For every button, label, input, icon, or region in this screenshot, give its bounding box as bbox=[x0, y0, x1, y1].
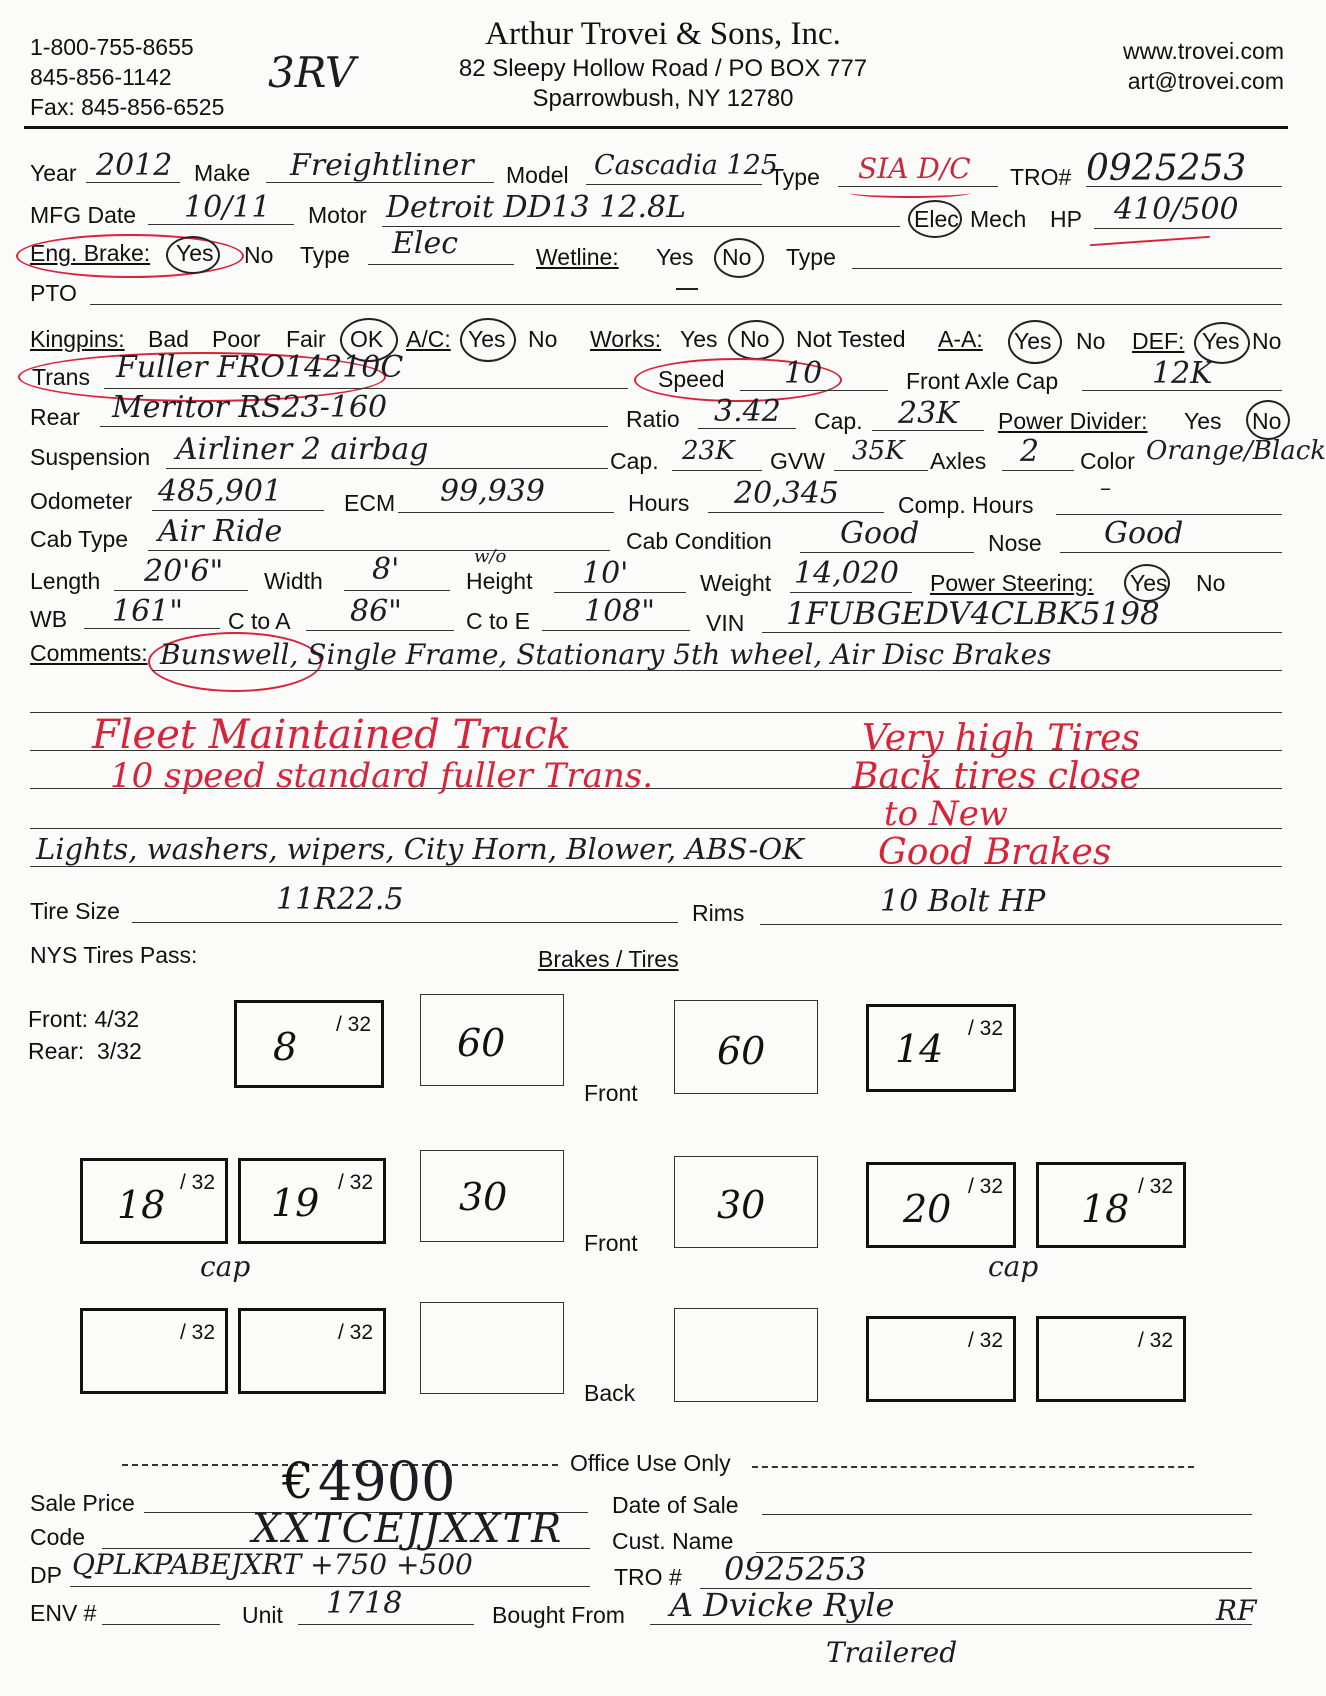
tire-denominator: / 32 bbox=[179, 1171, 215, 1194]
trans-value: Fuller FRO14210C bbox=[116, 350, 404, 385]
suspension-label: Suspension bbox=[30, 444, 151, 470]
rear-requirement: Rear: 3/32 bbox=[28, 1038, 142, 1064]
eng-brake-type-value: Elec bbox=[392, 226, 459, 261]
dp-label: DP bbox=[30, 1562, 62, 1588]
front-axle-label-2: Front bbox=[584, 1230, 638, 1256]
wetline-no-circle bbox=[714, 238, 764, 278]
cust-name-label: Cust. Name bbox=[612, 1528, 734, 1554]
gvw-label: GVW bbox=[770, 448, 825, 474]
height-line bbox=[554, 592, 686, 593]
eng-brake-type-line bbox=[368, 264, 514, 265]
brake-box-front-left bbox=[420, 994, 564, 1086]
tire-depth-value: 18 bbox=[117, 1183, 166, 1227]
height-note: w/o bbox=[474, 546, 507, 567]
mfg-date-label: MFG Date bbox=[30, 202, 137, 228]
tire-box-back-3 bbox=[866, 1316, 1016, 1402]
tire-depth-value: 18 bbox=[1081, 1187, 1130, 1231]
susp-cap-value: 23K bbox=[682, 436, 735, 466]
sale-price-symbol: € bbox=[282, 1452, 314, 1510]
aa-label: A-A: bbox=[938, 326, 983, 352]
power-steering-label: Power Steering: bbox=[930, 570, 1094, 596]
unit-value: 1718 bbox=[326, 1586, 403, 1621]
brake-value: 30 bbox=[459, 1175, 508, 1219]
company-name: Arthur Trovei & Sons, Inc. bbox=[485, 16, 841, 52]
sale-price-label: Sale Price bbox=[30, 1490, 135, 1516]
ratio-label: Ratio bbox=[626, 406, 680, 432]
bought-from-value: A Dvicke Ryle bbox=[670, 1586, 895, 1624]
cab-condition-line bbox=[800, 552, 974, 553]
comp-hours-value: – bbox=[1100, 476, 1111, 501]
color-value: Orange/Black bbox=[1146, 436, 1326, 466]
dp-value: QPLKPABEJXRT +750 +500 bbox=[72, 1548, 473, 1581]
aa-yes-circle bbox=[1008, 320, 1062, 364]
tire-denominator: / 32 bbox=[335, 1013, 371, 1036]
suspension-value: Airliner 2 airbag bbox=[176, 432, 429, 467]
eng-brake-type-label: Type bbox=[300, 242, 350, 268]
ac-label: A/C: bbox=[406, 326, 451, 352]
axles-line bbox=[1002, 470, 1074, 471]
vin-value: 1FUBGEDV4CLBK5198 bbox=[786, 596, 1160, 632]
brake-box-mid-left bbox=[420, 1150, 564, 1242]
motor-value: Detroit DD13 12.8L bbox=[386, 190, 686, 225]
phone-2: 845-856-1142 bbox=[30, 64, 172, 90]
tire-box-back-4 bbox=[1036, 1316, 1186, 1402]
power-divider-no-circle bbox=[1246, 400, 1290, 440]
gvw-line bbox=[834, 470, 928, 471]
company-city: Sparrowbush, NY 12780 bbox=[532, 85, 794, 112]
tire-box-mid-3 bbox=[866, 1162, 1016, 1248]
weight-value: 14,020 bbox=[794, 556, 899, 591]
motor-line bbox=[382, 226, 900, 227]
email: art@trovei.com bbox=[1127, 68, 1284, 94]
axles-label: Axles bbox=[930, 448, 987, 474]
comments-line-5 bbox=[30, 828, 1282, 829]
rear-value: Meritor RS23-160 bbox=[112, 390, 388, 425]
tire-denominator: / 32 bbox=[179, 1321, 215, 1344]
ecm-label: ECM bbox=[344, 490, 396, 516]
rims-label: Rims bbox=[692, 900, 745, 926]
works-no-circle bbox=[728, 320, 784, 360]
weight-label: Weight bbox=[700, 570, 772, 596]
note-red-6: Good Brakes bbox=[878, 832, 1112, 873]
rims-line bbox=[760, 924, 1282, 925]
year-value: 2012 bbox=[96, 148, 173, 183]
suspension-line bbox=[166, 468, 608, 469]
susp-cap-label: Cap. bbox=[610, 448, 659, 474]
brake-box-mid-right bbox=[674, 1156, 818, 1248]
note-red-3: Very high Tires bbox=[862, 718, 1140, 759]
ecm-value: 99,939 bbox=[440, 474, 545, 509]
kingpins-poor: Poor bbox=[212, 326, 261, 352]
works-no: No bbox=[740, 326, 770, 352]
speed-label: Speed bbox=[658, 366, 725, 392]
tire-denominator: / 32 bbox=[1137, 1329, 1173, 1352]
elec-circle bbox=[908, 200, 962, 238]
tire-size-line bbox=[132, 922, 678, 923]
motor-label: Motor bbox=[308, 202, 367, 228]
sale-price-value: 4900 bbox=[318, 1450, 456, 1513]
c-to-a-label: C to A bbox=[228, 608, 291, 634]
date-of-sale-line bbox=[762, 1514, 1252, 1515]
tire-depth-value: 19 bbox=[271, 1181, 320, 1225]
height-value: 10' bbox=[582, 556, 629, 591]
cap-note-right: cap bbox=[988, 1250, 1039, 1283]
c-to-e-label: C to E bbox=[466, 608, 530, 634]
tro-num-label: TRO # bbox=[614, 1564, 682, 1590]
cab-condition-value: Good bbox=[840, 516, 920, 551]
tro-value: 0925253 bbox=[1086, 148, 1247, 189]
trailered-note: Trailered bbox=[826, 1636, 958, 1669]
weight-line bbox=[790, 592, 912, 593]
rear-cap-value: 23K bbox=[898, 396, 959, 431]
kingpins-bad: Bad bbox=[148, 326, 189, 352]
hp-value: 410/500 bbox=[1114, 192, 1239, 227]
bought-from-line bbox=[650, 1624, 1252, 1625]
rims-value: 10 Bolt HP bbox=[880, 884, 1046, 919]
vin-label: VIN bbox=[706, 610, 745, 636]
c-to-a-line bbox=[306, 630, 454, 631]
power-divider-yes: Yes bbox=[1184, 408, 1222, 434]
def-yes: Yes bbox=[1202, 328, 1240, 354]
model-line bbox=[586, 184, 762, 185]
model-label: Model bbox=[506, 162, 569, 188]
ecm-line bbox=[398, 512, 614, 513]
cab-type-label: Cab Type bbox=[30, 526, 129, 552]
header-rule bbox=[24, 126, 1288, 129]
trans-label: Trans bbox=[32, 364, 90, 390]
comments-line-1 bbox=[152, 670, 1282, 671]
axles-value: 2 bbox=[1020, 434, 1040, 469]
tire-box-front-left bbox=[234, 1000, 384, 1088]
mech-label: Mech bbox=[970, 206, 1027, 232]
height-label: Height bbox=[466, 568, 533, 594]
kingpins-label: Kingpins: bbox=[30, 326, 125, 352]
cab-type-line bbox=[148, 550, 610, 551]
office-dash-right bbox=[752, 1466, 1194, 1468]
tire-denominator: / 32 bbox=[1137, 1175, 1173, 1198]
power-steering-yes: Yes bbox=[1130, 570, 1168, 596]
susp-cap-line bbox=[672, 470, 762, 471]
bought-from-label: Bought From bbox=[492, 1602, 625, 1628]
tire-denominator: / 32 bbox=[967, 1175, 1003, 1198]
tire-depth-value: 8 bbox=[273, 1025, 298, 1069]
rear-label: Rear bbox=[30, 404, 80, 430]
hours-line bbox=[708, 512, 884, 513]
aa-yes: Yes bbox=[1014, 328, 1052, 354]
gvw-value: 35K bbox=[852, 436, 905, 466]
header-web bbox=[1123, 36, 1284, 96]
tire-size-label: Tire Size bbox=[30, 898, 120, 924]
note-red-2: 10 speed standard fuller Trans. bbox=[110, 756, 654, 796]
hp-line bbox=[1094, 228, 1282, 229]
hours-value: 20,345 bbox=[734, 476, 839, 511]
env-line bbox=[102, 1624, 220, 1625]
def-no: No bbox=[1252, 328, 1282, 354]
note-red-4: Back tires close bbox=[852, 756, 1141, 797]
note-black: Lights, washers, wipers, City Horn, Blower, ABS-OK bbox=[36, 832, 804, 866]
works-yes: Yes bbox=[680, 326, 718, 352]
length-line bbox=[114, 590, 248, 591]
ratio-value: 3.42 bbox=[714, 394, 781, 429]
tire-box-back-2 bbox=[238, 1308, 386, 1394]
comments-value: Bunswell, Single Frame, Stationary 5th wheel, Air Disc Brakes bbox=[160, 638, 1052, 671]
office-use-label: Office Use Only bbox=[570, 1450, 731, 1476]
tire-depth-value: 20 bbox=[903, 1187, 952, 1231]
nose-value: Good bbox=[1104, 516, 1184, 551]
type-value: SIA D/C bbox=[858, 152, 971, 185]
works-not-tested: Not Tested bbox=[796, 326, 906, 352]
cap-note-left: cap bbox=[200, 1250, 251, 1283]
tro-num-value: 0925253 bbox=[724, 1550, 867, 1588]
rear-line bbox=[100, 426, 608, 427]
tire-depth-value: 14 bbox=[895, 1027, 944, 1071]
hp-red-tick bbox=[1090, 236, 1210, 246]
type-red-mark bbox=[850, 188, 970, 198]
tire-denominator: / 32 bbox=[967, 1017, 1003, 1040]
eng-brake-yes: Yes bbox=[176, 240, 214, 266]
odometer-value: 485,901 bbox=[158, 474, 283, 509]
kingpins-ok: OK bbox=[350, 326, 384, 352]
power-steering-no: No bbox=[1196, 570, 1226, 596]
tro-label: TRO# bbox=[1010, 164, 1072, 190]
tire-box-back-1 bbox=[80, 1308, 228, 1394]
brake-box-back-right bbox=[674, 1308, 818, 1402]
pto-line bbox=[90, 304, 1282, 305]
comp-hours-line bbox=[1056, 514, 1282, 515]
kingpins-fair: Fair bbox=[286, 326, 326, 352]
tire-box-front-right bbox=[866, 1004, 1016, 1092]
type-label: Type bbox=[770, 164, 820, 190]
hp-label: HP bbox=[1050, 206, 1082, 232]
pto-label: PTO bbox=[30, 280, 77, 306]
hours-label: Hours bbox=[628, 490, 690, 516]
works-label: Works: bbox=[590, 326, 662, 352]
c-to-a-value: 86" bbox=[350, 594, 402, 629]
elec-label: Elec bbox=[914, 206, 959, 232]
make-value: Freightliner bbox=[290, 148, 474, 183]
tire-box-mid-4 bbox=[1036, 1162, 1186, 1248]
def-label: DEF: bbox=[1132, 328, 1185, 354]
eng-brake-no: No bbox=[244, 242, 274, 268]
wetline-no: No bbox=[722, 244, 752, 270]
note-red-5: to New bbox=[884, 794, 1008, 834]
env-label: ENV # bbox=[30, 1600, 97, 1626]
wb-value: 161" bbox=[112, 594, 184, 629]
front-axle-label-1: Front bbox=[584, 1080, 638, 1106]
power-divider-no: No bbox=[1252, 408, 1282, 434]
nys-tires-label: NYS Tires Pass: bbox=[30, 942, 198, 968]
tire-denominator: / 32 bbox=[337, 1321, 373, 1344]
model-value: Cascadia 125 bbox=[594, 150, 778, 181]
wb-label: WB bbox=[30, 606, 68, 632]
color-label: Color bbox=[1080, 448, 1135, 474]
comp-hours-label: Comp. Hours bbox=[898, 492, 1034, 518]
fax: Fax: 845-856-6525 bbox=[30, 94, 225, 120]
year-label: Year bbox=[30, 160, 77, 186]
trans-line bbox=[104, 388, 628, 389]
brake-value: 30 bbox=[717, 1183, 766, 1227]
wetline-type-line bbox=[852, 268, 1282, 269]
note-red-1: Fleet Maintained Truck bbox=[92, 712, 571, 758]
brake-value: 60 bbox=[457, 1021, 506, 1065]
c-to-e-line bbox=[542, 630, 690, 631]
nose-label: Nose bbox=[988, 530, 1042, 556]
code-value: XXTCEJJXXTR bbox=[252, 1506, 564, 1552]
power-divider-label: Power Divider: bbox=[998, 408, 1148, 434]
tire-denominator: / 32 bbox=[967, 1329, 1003, 1352]
phone-1: 1-800-755-8655 bbox=[30, 34, 194, 60]
brake-value: 60 bbox=[717, 1029, 766, 1073]
date-of-sale-label: Date of Sale bbox=[612, 1492, 739, 1518]
front-axle-cap-label: Front Axle Cap bbox=[906, 368, 1059, 394]
front-requirement: Front: 4/32 bbox=[28, 1006, 140, 1032]
tire-box-mid-1 bbox=[80, 1158, 228, 1244]
odometer-line bbox=[152, 510, 324, 511]
brakes-tires-label: Brakes / Tires bbox=[538, 946, 679, 972]
pto-dash bbox=[676, 288, 698, 290]
website: www.trovei.com bbox=[1122, 38, 1284, 64]
length-label: Length bbox=[30, 568, 101, 594]
aa-no: No bbox=[1076, 328, 1106, 354]
cab-condition-label: Cab Condition bbox=[626, 528, 772, 554]
ac-no: No bbox=[528, 326, 558, 352]
speed-value: 10 bbox=[784, 356, 823, 391]
back-axle-label: Back bbox=[584, 1380, 636, 1406]
tire-size-value: 11R22.5 bbox=[276, 882, 404, 917]
cab-type-value: Air Ride bbox=[158, 514, 283, 549]
width-value: 8' bbox=[372, 552, 400, 587]
mfg-date-value: 10/11 bbox=[184, 190, 271, 225]
width-line bbox=[344, 590, 450, 591]
length-value: 20'6" bbox=[144, 554, 224, 589]
comments-label: Comments: bbox=[30, 640, 148, 666]
wetline-label: Wetline: bbox=[536, 244, 619, 270]
bought-from-initials: RF bbox=[1216, 1594, 1257, 1627]
brake-box-front-right bbox=[674, 1000, 818, 1094]
rear-cap-label: Cap. bbox=[814, 408, 863, 434]
width-label: Width bbox=[264, 568, 323, 594]
unit-label: Unit bbox=[242, 1602, 283, 1628]
nose-line bbox=[1060, 552, 1282, 553]
code-label: Code bbox=[30, 1524, 85, 1550]
front-axle-cap-value: 12K bbox=[1152, 356, 1213, 391]
ac-yes: Yes bbox=[468, 326, 506, 352]
make-label: Make bbox=[194, 160, 251, 186]
wetline-yes: Yes bbox=[656, 244, 694, 270]
type-line bbox=[838, 186, 998, 187]
ac-yes-circle bbox=[460, 318, 516, 362]
brake-box-back-left bbox=[420, 1302, 564, 1394]
header-note: 3RV bbox=[268, 48, 356, 97]
unit-line bbox=[298, 1624, 474, 1625]
c-to-e-value: 108" bbox=[584, 594, 656, 629]
eng-brake-yes-circle bbox=[166, 236, 220, 274]
wetline-type-label: Type bbox=[786, 244, 836, 270]
vin-line bbox=[762, 632, 1282, 633]
tire-box-mid-2 bbox=[238, 1158, 386, 1244]
eng-brake-label: Eng. Brake: bbox=[30, 240, 151, 266]
odometer-label: Odometer bbox=[30, 488, 133, 514]
company-address: 82 Sleepy Hollow Road / PO BOX 777 bbox=[458, 55, 868, 82]
tire-denominator: / 32 bbox=[337, 1171, 373, 1194]
